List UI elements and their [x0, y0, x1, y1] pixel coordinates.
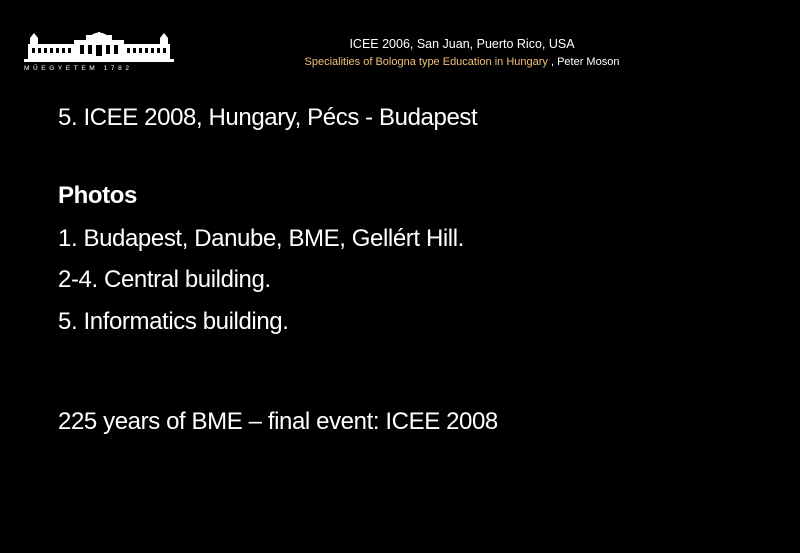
photos-heading: Photos	[58, 182, 137, 209]
talk-topic: Specialities of Bologna type Education in Hungary	[304, 56, 548, 68]
building-icon	[24, 32, 174, 64]
logo-caption: MŰEGYETEM 1782	[24, 65, 133, 72]
photo-item-3: 5. Informatics building.	[58, 308, 289, 335]
author-name: Peter Moson	[557, 56, 620, 68]
photo-item-1: 1. Budapest, Danube, BME, Gellért Hill.	[58, 225, 464, 252]
closing-line: 225 years of BME – final event: ICEE 2008	[58, 408, 498, 435]
bme-logo	[24, 32, 174, 74]
conference-subtitle	[240, 56, 684, 68]
item-title: 5. ICEE 2008, Hungary, Pécs - Budapest	[58, 104, 478, 131]
photo-item-2: 2-4. Central building.	[58, 266, 271, 293]
separator: ,	[547, 56, 558, 68]
conference-title: ICEE 2006, San Juan, Puerto Rico, USA	[349, 37, 575, 51]
